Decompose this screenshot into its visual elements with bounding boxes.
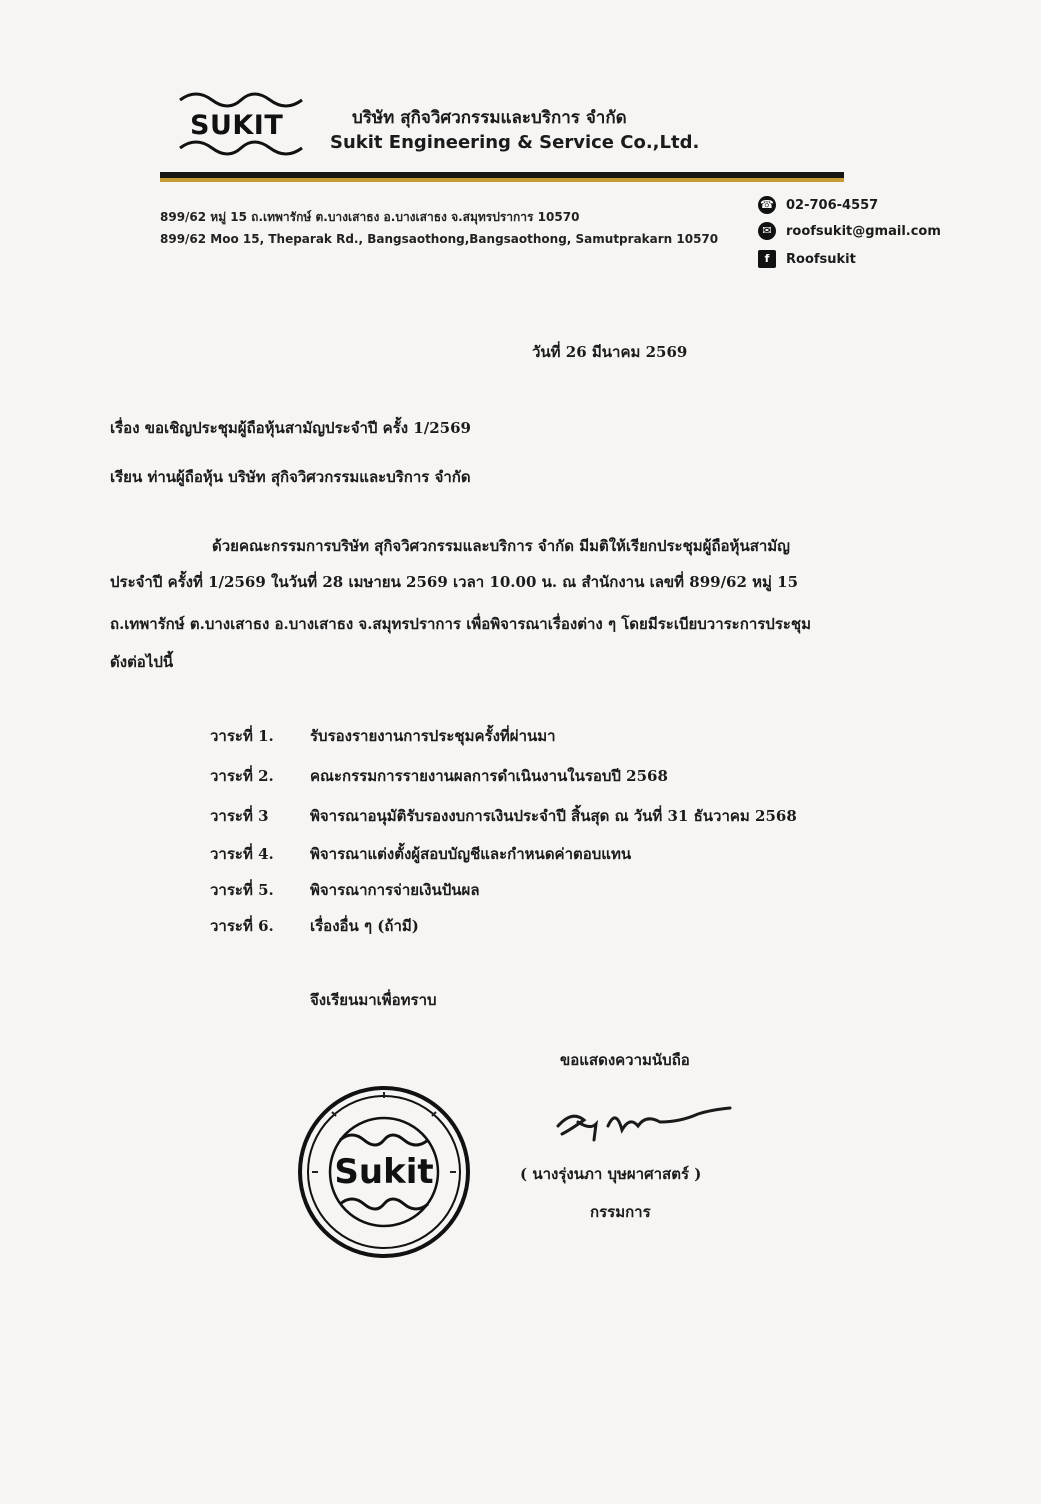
logo-text: SUKIT bbox=[190, 110, 284, 141]
body-line: ด้วยคณะกรรมการบริษัท สุกิจวิศวกรรมและบริการ จำกัด มีมติให้เรียกประชุมผู้ถือหุ้นสามัญ bbox=[212, 537, 790, 555]
body-line: ถ.เทพารักษ์ ต.บางเสาธง อ.บางเสาธง จ.สมุทรปราการ เพื่อพิจารณาเรื่องต่าง ๆ โดยมีระเบียบวาระการประชุม bbox=[110, 615, 812, 633]
body-line: ดังต่อไปนี้ bbox=[110, 653, 174, 671]
agenda-item: เรื่องอื่น ๆ (ถ้ามี) bbox=[310, 917, 419, 935]
company-name-thai: บริษัท สุกิจวิศวกรรมและบริการ จำกัด bbox=[352, 108, 627, 128]
body-line: ประจำปี ครั้งที่ 1/2569 ในวันที่ 28 เมษายน 2569 เวลา 10.00 น. ณ สำนักงาน เลขที่ 899/62 หมู่ 15 bbox=[110, 573, 799, 591]
agenda-item: รับรองรายงานการประชุมครั้งที่ผ่านมา bbox=[310, 727, 556, 745]
contact-phone bbox=[758, 196, 878, 214]
email-icon: ✉ bbox=[758, 222, 776, 240]
phone-icon: ☎ bbox=[758, 196, 776, 214]
address-english: 899/62 Moo 15, Theparak Rd., Bangsaothong,Bangsaothong, Samutprakarn 10570 bbox=[160, 232, 719, 246]
agenda-number: วาระที่ 3 bbox=[210, 807, 269, 825]
agenda-item: พิจารณาแต่งตั้งผู้สอบบัญชีและกำหนดค่าตอบแทน bbox=[310, 845, 632, 863]
agenda-item: พิจารณาอนุมัติรับรองงบการเงินประจำปี สิ้นสุด ณ วันที่ 31 ธันวาคม 2568 bbox=[310, 807, 797, 825]
facebook-name: Roofsukit bbox=[786, 251, 856, 267]
agenda-number: วาระที่ 1. bbox=[210, 727, 274, 745]
agenda-item: คณะกรรมการรายงานผลการดำเนินงานในรอบปี 2568 bbox=[310, 767, 668, 785]
regards-line: ขอแสดงความนับถือ bbox=[560, 1051, 690, 1069]
agenda-number: วาระที่ 6. bbox=[210, 917, 274, 935]
contact-email bbox=[758, 222, 941, 240]
company-seal bbox=[292, 1082, 476, 1262]
letter-date: วันที่ 26 มีนาคม 2569 bbox=[532, 343, 688, 361]
signer-name: ( นางรุ่งนภา บุษผาศาสตร์ ) bbox=[520, 1165, 702, 1183]
company-logo bbox=[176, 88, 306, 160]
closing-line: จึงเรียนมาเพื่อทราบ bbox=[310, 991, 437, 1009]
seal-text: Sukit bbox=[334, 1152, 434, 1192]
signer-position: กรรมการ bbox=[590, 1203, 651, 1221]
contact-facebook bbox=[758, 250, 856, 268]
agenda-number: วาระที่ 2. bbox=[210, 767, 274, 785]
agenda-number: วาระที่ 5. bbox=[210, 881, 274, 899]
header-rule-gold bbox=[160, 178, 844, 182]
phone-number: 02-706-4557 bbox=[786, 197, 879, 213]
letter-subject: เรื่อง ขอเชิญประชุมผู้ถือหุ้นสามัญประจำปี ครั้ง 1/2569 bbox=[110, 419, 471, 437]
address-thai: 899/62 หมู่ 15 ถ.เทพารักษ์ ต.บางเสาธง อ.บางเสาธง จ.สมุทรปราการ 10570 bbox=[160, 210, 580, 224]
facebook-icon: f bbox=[758, 250, 776, 268]
letter-recipient: เรียน ท่านผู้ถือหุ้น บริษัท สุกิจวิศวกรรมและบริการ จำกัด bbox=[110, 468, 471, 486]
agenda-item: พิจารณาการจ่ายเงินปันผล bbox=[310, 881, 480, 899]
handwritten-signature bbox=[550, 1100, 740, 1150]
agenda-number: วาระที่ 4. bbox=[210, 845, 274, 863]
company-name-english: Sukit Engineering & Service Co.,Ltd. bbox=[330, 132, 700, 153]
email-address: roofsukit@gmail.com bbox=[786, 223, 941, 239]
